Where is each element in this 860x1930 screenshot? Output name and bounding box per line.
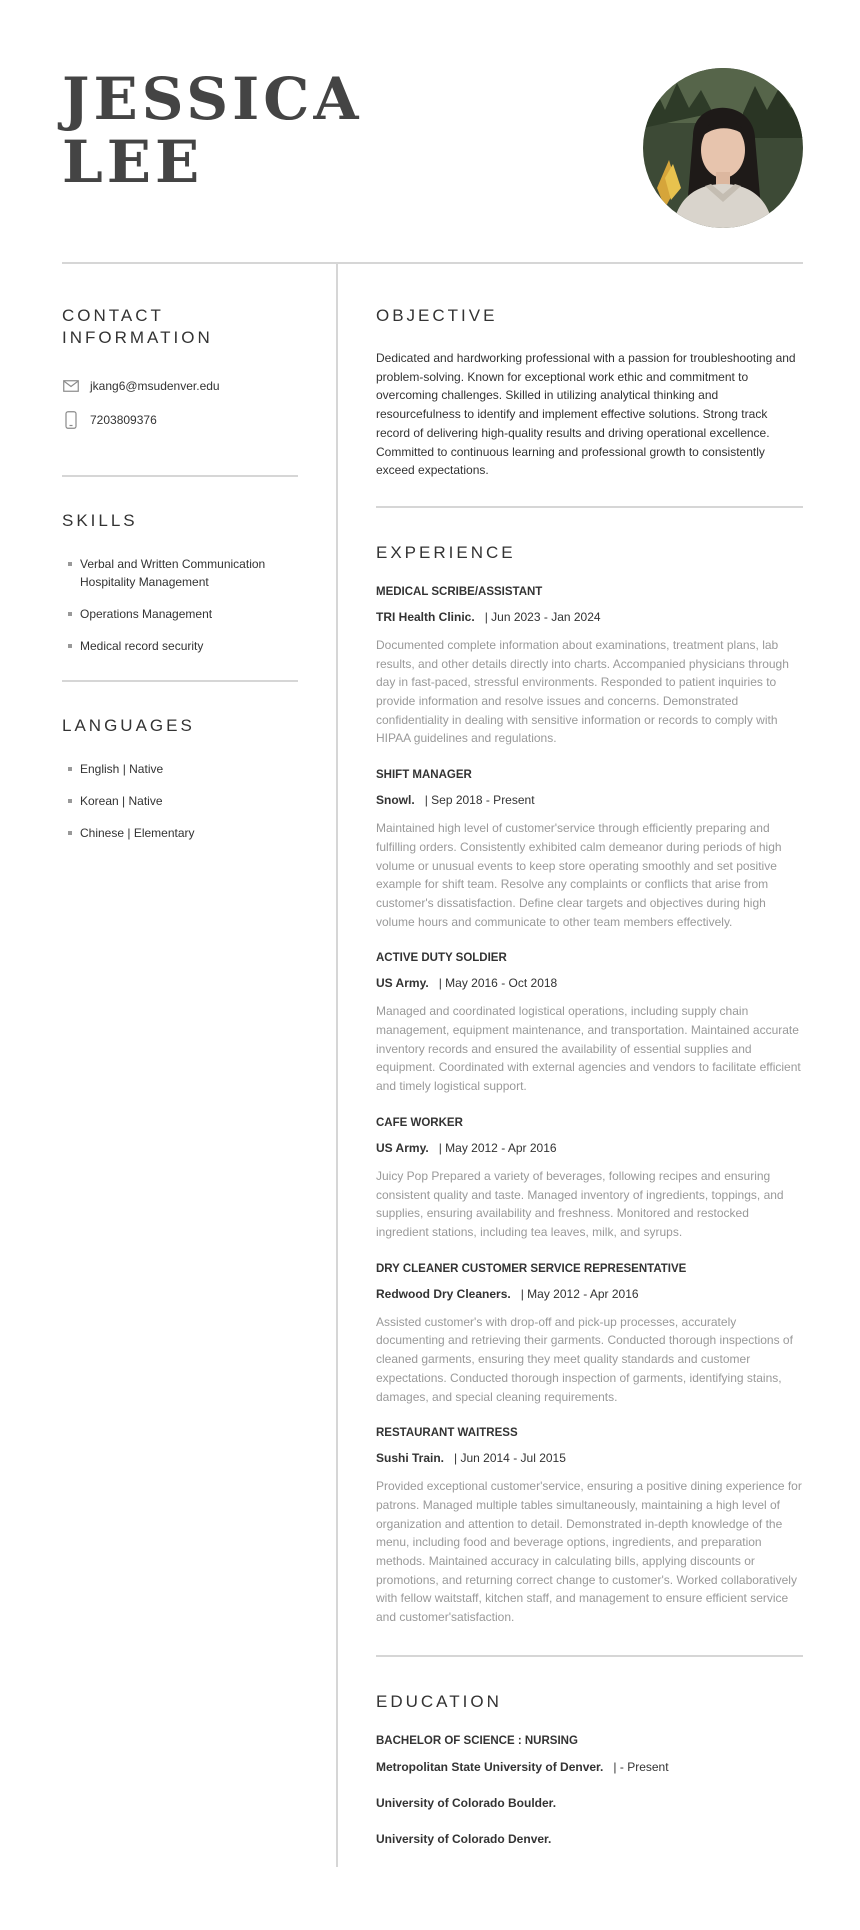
job-title: CAFE WORKER <box>376 1116 463 1129</box>
job-description: Maintained high level of customer'service through efficiently preparing and fulfilling orders. Consistently exhibited calm demeanor during periods of high volume or unusual events to keep store operating smoothly and set positive example for shift team. Resolve any complaints or conflicts that arise from customer's dissatisfaction. Define clear targets and objectives during high volume hours and communicate to other team members effectively. <box>376 821 782 929</box>
school-name: Metropolitan State University of Denver. <box>376 1759 604 1774</box>
last-name: LEE <box>62 128 204 196</box>
school-dates: | - Present <box>613 1759 669 1774</box>
experience-section-title: EXPERIENCE <box>376 542 516 562</box>
right-column <box>376 305 803 1847</box>
column-divider <box>336 263 338 1867</box>
job-dates: | Jun 2023 - Jan 2024 <box>484 609 601 624</box>
job-dates: | May 2016 - Oct 2018 <box>438 976 558 991</box>
first-name: JESSICA <box>62 65 363 133</box>
degree-title: BACHELOR OF SCIENCE : NURSING <box>376 1734 578 1747</box>
list-item: English | Native <box>62 760 298 778</box>
job-meta <box>376 1286 803 1302</box>
email-text[interactable]: jkang6@msudenver.edu <box>90 379 220 393</box>
contact-email <box>62 376 298 396</box>
candidate-name <box>62 65 363 196</box>
objective-text: Dedicated and hardworking professional with a passion for troubleshooting and problem-solving. Known for exceptional work ethic and commitment to overcoming challenges. Skilled in utilizing analytical thinking and resourcefulness to identify and implement effective solutions. Strong track record of delivering high-quality results and driving operational excellence. Committed to continuous learning and professional growth to consistently exceed expectations. <box>376 351 796 478</box>
list-item: Medical record security <box>62 637 298 655</box>
job-dates: | May 2012 - Apr 2016 <box>438 1140 557 1155</box>
contact-section-title: CONTACT INFORMATION <box>62 306 213 347</box>
job-dates: | Sep 2018 - Present <box>424 793 535 808</box>
job-company: Sushi Train. <box>376 1451 445 1466</box>
job-title: ACTIVE DUTY SOLDIER <box>376 952 507 965</box>
job-title: MEDICAL SCRIBE/ASSISTANT <box>376 585 543 598</box>
job-description: Documented complete information about examinations, treatment plans, lab results, and other details directly into charts. Accompanied physicians through day in fast-paced, stressful environments. Responded to patient inquiries to provide information and resolve issues and concerns. Demonstrated confidentiality in dealing with sensitive information or records to comply with HIPAA guidelines and regulations. <box>376 637 789 746</box>
job-meta <box>376 975 803 991</box>
list-item: Verbal and Written Communication Hospitality Management <box>62 555 298 591</box>
contact-phone <box>62 410 298 430</box>
job-description: Provided exceptional customer'service, ensuring a positive dining experience for patrons. Managed multiple tables simultaneously, maintaining a high level of organization and attention to detail. Demonstrated in-depth knowledge of the menu, including food and beverage options, ingredients, and preparation methods. Maintained accuracy in calculating bills, applying discounts or promotions, and returning correct change to customer's. Worked collaboratively with fellow waitstaff, kitchen staff, and management to ensure efficient service and customer'satisfaction. <box>376 1479 802 1625</box>
job-dates: | May 2012 - Apr 2016 <box>520 1286 639 1301</box>
phone-text[interactable]: 7203809376 <box>90 413 157 427</box>
job-title: RESTAURANT WAITRESS <box>376 1427 518 1440</box>
job-company: Snowl. <box>376 793 415 808</box>
list-item: Operations Management <box>62 605 298 623</box>
job-company: US Army. <box>376 976 429 991</box>
job-company: US Army. <box>376 1140 429 1155</box>
languages-section-title: LANGUAGES <box>62 716 195 735</box>
job-company: TRI Health Clinic. <box>376 609 475 624</box>
job-description: Assisted customer's with drop-off and pick-up processes, accurately documenting and retrieving their garments. Conducted thorough inspections of cleaned garments, ensuring they meet quality standards and customer expectations. Conducted thorough inspection of garments, identifying stains, damages, and special cleaning requirements. <box>376 1314 793 1404</box>
education-school-3: University of Colorado Denver. <box>376 1831 552 1846</box>
skills-list <box>62 555 298 655</box>
job-company: Redwood Dry Cleaners. <box>376 1286 511 1301</box>
envelope-icon <box>62 377 80 395</box>
mobile-phone-icon <box>62 411 80 429</box>
profile-photo <box>643 68 803 228</box>
objective-section-title: OBJECTIVE <box>376 306 498 325</box>
header-divider <box>62 262 803 264</box>
job-description: Juicy Pop Prepared a variety of beverages, following recipes and ensuring consistent quality and taste. Managed inventory of ingredients, toppings, and supplies, ensuring availability and freshness. Monitored and restocked ingredient stations, including tea leaves, milk, and syrups. <box>376 1168 784 1239</box>
list-item: Chinese | Elementary <box>62 824 298 842</box>
list-item: Korean | Native <box>62 792 298 810</box>
job-meta <box>376 792 803 808</box>
job-meta <box>376 1140 803 1156</box>
education-school-1 <box>376 1759 803 1775</box>
job-meta <box>376 1450 803 1466</box>
left-column <box>62 305 298 842</box>
job-description: Managed and coordinated logistical operations, including supply chain management, equipment maintenance, and transportation. Maintained accurate inventory records and ensured the availability of essential supplies and equipment. Coordinated with external agencies and vendors to facilitate efficient and timely logistical support. <box>376 1004 801 1094</box>
education-section-title: EDUCATION <box>376 1691 502 1711</box>
job-title: SHIFT MANAGER <box>376 769 472 782</box>
education-school-2: University of Colorado Boulder. <box>376 1795 557 1810</box>
job-title: DRY CLEANER CUSTOMER SERVICE REPRESENTATIVE <box>376 1262 687 1275</box>
job-meta <box>376 609 803 625</box>
skills-section-title: SKILLS <box>62 511 138 530</box>
languages-list <box>62 760 298 842</box>
experience-list <box>376 564 803 1627</box>
job-dates: | Jun 2014 - Jul 2015 <box>454 1451 566 1466</box>
